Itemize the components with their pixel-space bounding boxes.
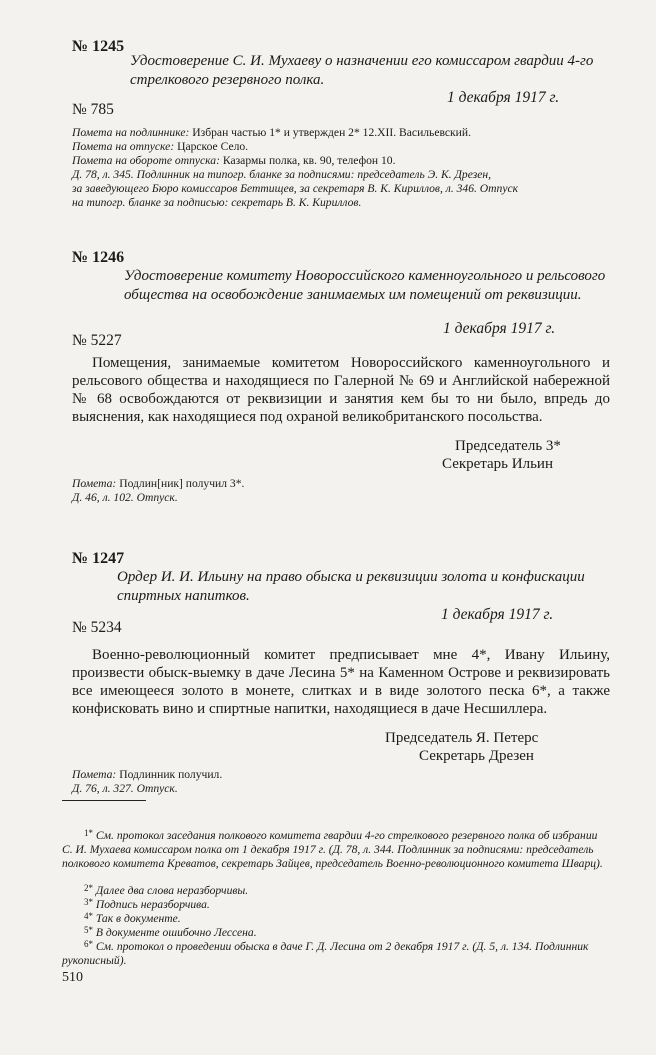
doc-1246-body: Помещения, занимаемые комитетом Новороссийского каменноугольного и рельсового общества и находящиеся по Галерной № 69 и Английской набережной № 68 освобождаются от реквизиции и занятия кем бы то ни было, впредь до выяснения, как находящиеся под охраной великобританского посольства. (72, 355, 610, 425)
doc-1246-archive: Д. 46, л. 102. Отпуск. (72, 491, 178, 504)
doc-1245-archive-3: на типогр. бланке за подписью: секретарь В. К. Кириллов. (72, 196, 362, 209)
doc-1247-body: Военно-революционный комитет предписывает мне 4*, Ивану Ильину, произвести обыск-выемку в даче Лесина 5* на Каменном Острове и реквизировать все имеющееся золото в монете, слитках и в виде золотого песка 6*, а также конфисковать вино и спиртные напитки, находящиеся в даче Несшиллера. (72, 647, 610, 717)
doc-1247-number: № 1247 (72, 550, 125, 567)
doc-1246-signature-secretary: Секретарь Ильин (442, 456, 553, 472)
doc-1247-reg-number: № 5234 (72, 619, 122, 636)
footnote-4: $^{4*}$ Так в документе. (84, 911, 181, 925)
footnote-divider (62, 800, 146, 801)
doc-1246-reg-number: № 5227 (72, 332, 122, 349)
doc-1245-number: № 1245 (72, 38, 125, 55)
doc-1246-signature-chairman: Председатель 3* (455, 438, 561, 454)
footnote-1: $^{1*}$ См. протокол заседания полкового комитета гвардии 4-го стрелкового резервного полка об избрании С. И. Мухаева комиссаром полка от 1 декабря 1917 г. (Д. 78, л. 344. Подлинник за подписями: председатель полкового комитета Креватов, секретарь Зайцев, председатель Военно-революционного комитета Шварц). (62, 828, 603, 871)
doc-1247-archive: Д. 76, л. 327. Отпуск. (72, 782, 178, 795)
doc-1247-signature-chairman: Председатель Я. Петерс (385, 730, 539, 746)
doc-1245-reg-number: № 785 (72, 101, 114, 118)
footnote-6: $^{6*}$ См. протокол о проведении обыска в даче Г. Д. Лесина от 2 декабря 1917 г. (Д. 5, л. 134. Подлинник рукописный). (62, 939, 589, 968)
footnote-5: $^{5*}$ В документе ошибочно Лессена. (84, 925, 257, 939)
doc-1247-note: Помета: Подлинник получил. (72, 768, 223, 781)
doc-1245-archive-2: за заведующего Бюро комиссаров Беттищев, за секретаря В. К. Кириллов, л. 346. Отпуск (72, 182, 519, 195)
doc-1245-note-reverse: Помета на обороте отпуска: Казармы полка, кв. 90, телефон 10. (72, 154, 396, 167)
footnote-2: $^{2*}$ Далее два слова неразборчивы. (84, 883, 249, 897)
doc-1245-archive-1: Д. 78, л. 345. Подлинник на типогр. бланке за подписями: председатель Э. К. Дрезен, (72, 168, 492, 181)
doc-1247-signature-secretary: Секретарь Дрезен (419, 748, 534, 764)
page-number: 510 (62, 970, 83, 985)
doc-1247-title: Ордер И. И. Ильину на право обыска и реквизиции золота и конфискации спиртных напитков. (117, 569, 585, 604)
doc-1247-date: 1 декабря 1917 г. (441, 606, 554, 623)
doc-1245-note-copy: Помета на отпуске: Царское Село. (72, 140, 249, 153)
doc-1246-note: Помета: Подлин[ник] получил 3*. (72, 477, 245, 490)
footnote-3: $^{3*}$ Подпись неразборчива. (84, 897, 210, 911)
doc-1245-title: Удостоверение С. И. Мухаеву о назначении его комиссаром гвардии 4-го стрелкового резервного полка. (130, 53, 594, 88)
doc-1246-date: 1 декабря 1917 г. (443, 320, 556, 337)
doc-1246-number: № 1246 (72, 249, 125, 266)
doc-1245-date: 1 декабря 1917 г. (447, 89, 560, 106)
doc-1245-note-original: Помета на подлиннике: Избран частью 1* и утвержден 2* 12.XII. Васильевский. (72, 126, 471, 139)
doc-1246-title: Удостоверение комитету Новороссийского каменноугольного и рельсового общества на освобождение занимаемых им помещений от реквизиции. (124, 268, 606, 303)
